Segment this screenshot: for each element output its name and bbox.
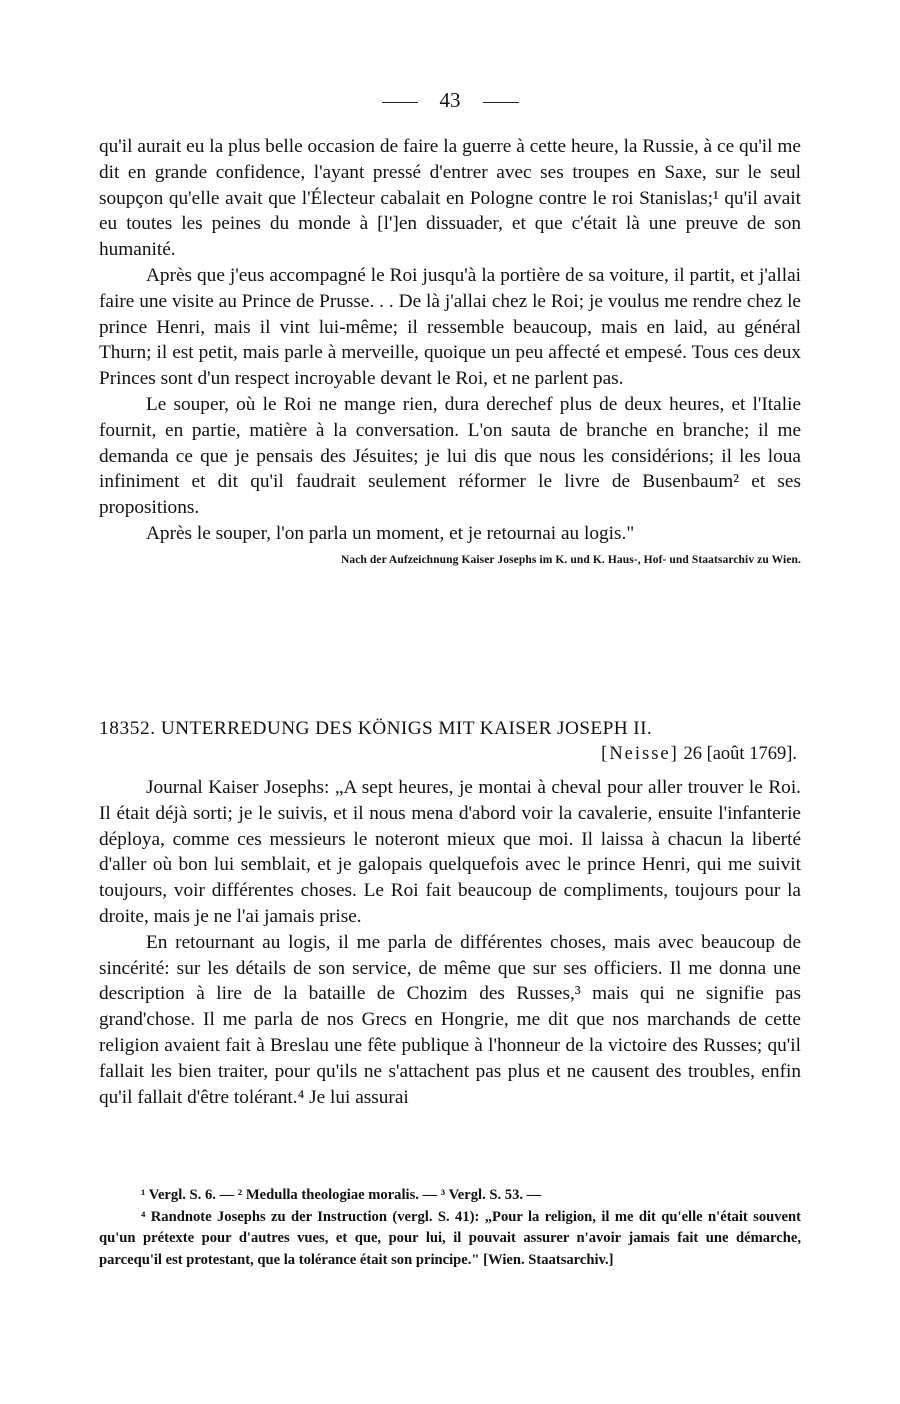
section-date: 26 [août 1769].: [683, 744, 797, 764]
section-title: UNTERREDUNG DES KÖNIGS MIT KAISER JOSEPH II.: [160, 718, 653, 739]
page-number: 43: [439, 88, 461, 112]
source-note: Nach der Aufzeichnung Kaiser Josephs im K. und K. Haus-, Hof- und Staatsarchiv zu Wien.: [340, 553, 801, 566]
paragraph: Journal Kaiser Josephs: „A sept heures, je montai à cheval pour aller trouver le Roi. Il était déjà sorti; je le suivis, et il nous mena d'abord voir la cavalerie, ensuite l'infanterie déploya, comme ces messieurs le noteront mieux que moi. Il laissa à chacun la liberté d'aller où bon lui semblait, et je galopais quelquefois avec le prince Henri, qui me suivit toujours, voir différentes choses. Le Roi fait beaucoup de compliments, toujours pour la droite, mais je ne l'ai jamais prise.: [99, 777, 801, 927]
section-heading: [99, 716, 801, 767]
paragraph: Après que j'eus accompagné le Roi jusqu'à la portière de sa voiture, il partit, et j'allai faire une visite au Prince de Prusse. . . De là j'allai chez le Roi; je voulus me rendre chez le prince Henri, mais il vint lui-même; il ressemble beaucoup, mais en laid, au général Thurn; il est petit, mais parle à merveille, quoique un peu affecté et empesé. Tous ces deux Princes sont d'un respect incroyable devant le Roi, et ne parlent pas.: [99, 264, 801, 390]
footnote-line: ¹ Vergl. S. 6. — ² Medulla theologiae moralis. — ³ Vergl. S. 53. —: [141, 1187, 542, 1203]
section-number: 18352.: [99, 718, 156, 739]
page-header: [0, 88, 900, 118]
section-date-line: [99, 742, 801, 767]
text-block-top: [99, 134, 801, 569]
footnotes: [99, 1185, 801, 1271]
text-block-bottom: [99, 775, 801, 1110]
paragraph: Le souper, où le Roi ne mange rien, dura derechef plus de deux heures, et l'Italie fournit, en partie, matière à la conversation. L'on sauta de branche en branche; il me demanda ce que je pensais des Jésuites; je lui dis que nous les considérions; il les loua infiniment et dit qu'il faudrait seulement réformer le livre de Busenbaum² et ses propositions.: [99, 393, 801, 519]
paragraph-continuation: qu'il aurait eu la plus belle occasion de faire la guerre à cette heure, la Russie, à ce qu'il me dit en grande confidence, l'ayant pressé d'entrer avec ses troupes en Saxe, sur le seul soupçon qu'elle avait que l'Électeur cabalait en Pologne contre le roi Stanislas;¹ qu'il avait eu toutes les peines du monde à [l']en dissuader, et que c'était là une preuve de son humanité.: [99, 136, 801, 261]
header-rule-right: [483, 102, 519, 103]
paragraph: En retournant au logis, il me parla de différentes choses, mais avec beaucoup de sincérité: sur les détails de son service, de même que sur ses officiers. Il me donna une description à lire de la bataille de Chozim des Russes,³ mais qui ne signifie pas grand'chose. Il me parla de nos Grecs en Hongrie, me dit que nos marchands de cette religion avaient fait à Breslau une fête publique à l'honneur de la victoire des Russes; qu'il fallait les bien traiter, pour qu'ils ne s'attachent pas plus et ne causent des troubles, enfin qu'il fallait d'être tolérant.⁴ Je lui assurai: [99, 931, 801, 1108]
section-place: [Neisse]: [601, 744, 679, 764]
section-title-line: [99, 716, 801, 742]
footnote-line: ⁴ Randnote Josephs zu der Instruction (vergl. S. 41): „Pour la religion, il me dit qu'elle n'était souvent qu'un prétexte pour d'autres vues, et que, pour lui, il pouvait assurer n'avoir jamais fait une démarche, parcequ'il est protestant, que la tolérance était son principe." [Wien. Staatsarchiv.]: [99, 1208, 801, 1268]
paragraph: Après le souper, l'on parla un moment, et je retournai au logis.": [146, 522, 635, 544]
header-rule-left: [382, 102, 418, 103]
